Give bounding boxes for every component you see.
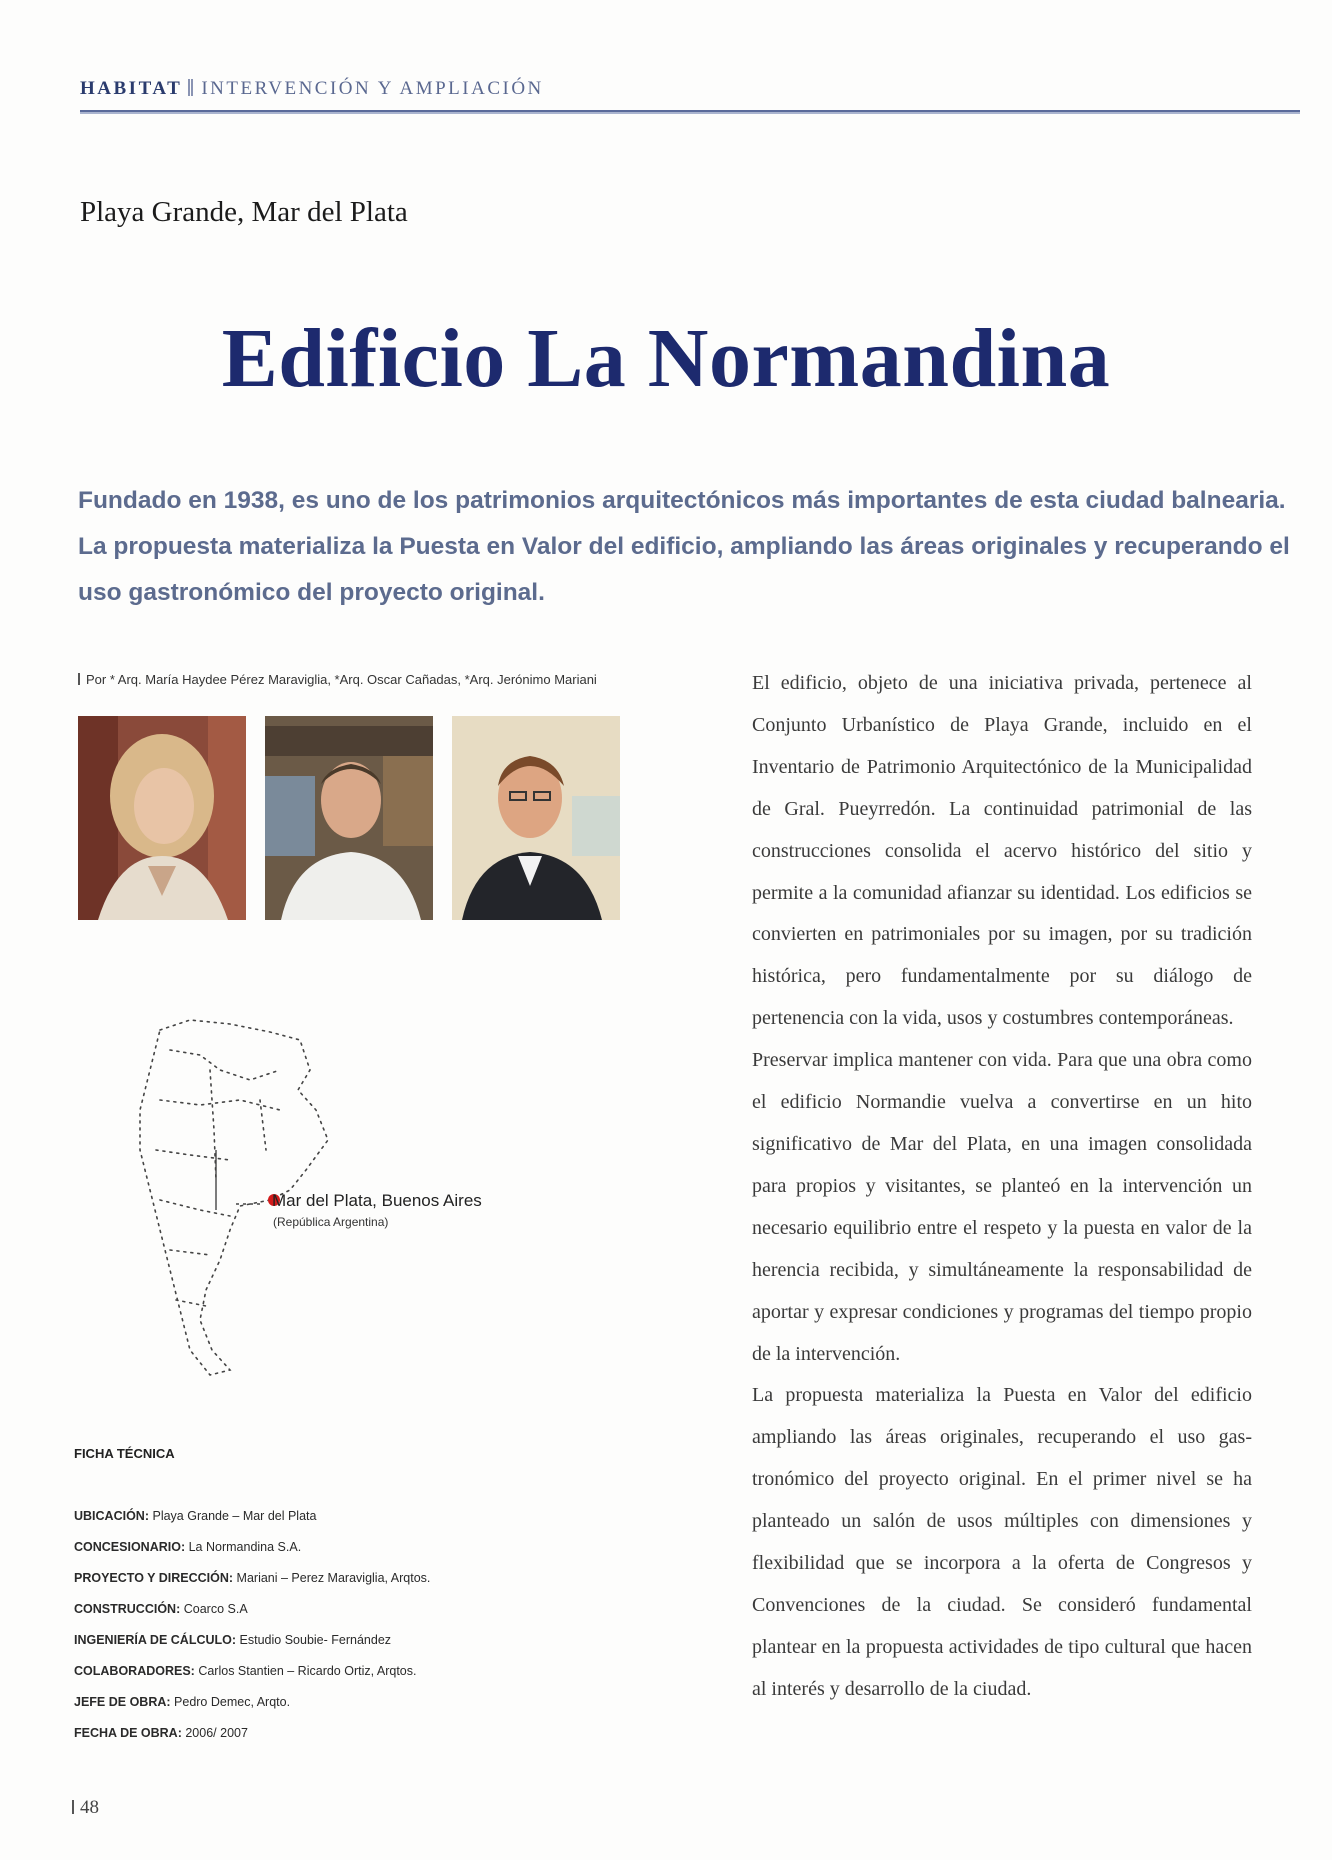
section-header [80, 78, 1300, 100]
ficha-row: INGENIERÍA DE CÁLCULO: Estudio Soubie- Fernández [74, 1633, 392, 1647]
author-photo-2 [265, 716, 433, 920]
ficha-row: CONCESIONARIO: La Normandina S.A. [74, 1540, 302, 1554]
ficha-row: FECHA DE OBRA: 2006/ 2007 [74, 1726, 248, 1740]
ficha-row: PROYECTO Y DIRECCIÓN: Mariani – Perez Maraviglia, Arqtos. [74, 1571, 431, 1585]
lead-paragraph: Fundado en 1938, es uno de los patrimonios arquitectónicos más importantes de esta ciudad balnearia. La propuesta materializa la Puesta en Valor del edificio, ampliando las áreas originales y recuperando el uso gastronómico del proyecto original. [78, 487, 1290, 606]
body-paragraph-2: Preservar implica mantener con vida. Para que una obra como el edificio Normandie vuelva a convertirse en un hito significativo de Mar del Plata, en una imagen consolidada para propios y visitantes, se planteó en la intervención un necesario equilibrio entre el respeto y la puesta en valor de la herencia recibida, y simultáneamente la responsabilidad de aportar y expresar condiciones y programas del tiempo propio de la intervención. [752, 1049, 1252, 1365]
author-credits [78, 672, 597, 687]
body-paragraph-1: El edificio, objeto de una iniciativa privada, pertenece al Conjunto Urbanístico de Playa Grande, incluido en el Inventario de Patrimonio Arquitectónico de la Municipalidad de Gral. Pueyrredón. La continuidad patrimonial de las construcciones consolida el acervo histórico del sitio y permite a la comunidad afianzar su identidad. Los edificios se convierten en patrimoniales por su imagen, por su tradición histórica, pero fundamentalmente por su diálogo de pertenencia con la vida, usos y costumbres contemporáneas. [752, 672, 1252, 1030]
ficha-row: CONSTRUCCIÓN: Coarco S.A [74, 1602, 248, 1616]
map-city-label: Mar del Plata, Buenos Aires [272, 1191, 482, 1210]
technical-sheet-title: FICHA TÉCNICA [74, 1446, 175, 1461]
header-rule [80, 110, 1300, 114]
article-title: Edificio La Normandina [221, 312, 1111, 405]
location-subtitle: Playa Grande, Mar del Plata [80, 196, 408, 228]
map-country-label: (República Argentina) [273, 1215, 389, 1229]
body-paragraph-3: La propuesta materializa la Puesta en Valor del edificio ampliando las áreas originales, recuperando el uso gastronómico del proyecto original. En el primer nivel se ha planteado un salón de usos múltiples con dimensiones y flexibilidad que se incorpora a la oferta de Congresos y Convenciones de la ciudad. Se consideró fundamental plantear en la propuesta actividades de tipo cultural que hacen al interés y desarrollo de la ciudad. [752, 1384, 1252, 1700]
credit-bar [78, 673, 80, 685]
section-topic: INTERVENCIÓN Y AMPLIACIÓN [201, 78, 544, 99]
ficha-row: UBICACIÓN: Playa Grande – Mar del Plata [74, 1509, 317, 1523]
ficha-row: JEFE DE OBRA: Pedro Demec, Arqto. [74, 1695, 291, 1709]
section-name: HABITAT [80, 78, 183, 99]
author-photo-3 [452, 716, 620, 920]
author-photo-1 [78, 716, 246, 920]
author-names: Por * Arq. María Haydee Pérez Maraviglia, *Arq. Oscar Cañadas, *Arq. Jerónimo Mariani [86, 672, 597, 687]
ficha-row: COLABORADORES: Carlos Stantien – Ricardo Ortiz, Arqtos. [74, 1664, 417, 1678]
page-tick [72, 1800, 74, 1814]
technical-sheet-list [74, 1506, 594, 1754]
header-separator [188, 79, 193, 96]
page-number: 48 [72, 1797, 99, 1819]
article-body [752, 663, 1252, 1711]
